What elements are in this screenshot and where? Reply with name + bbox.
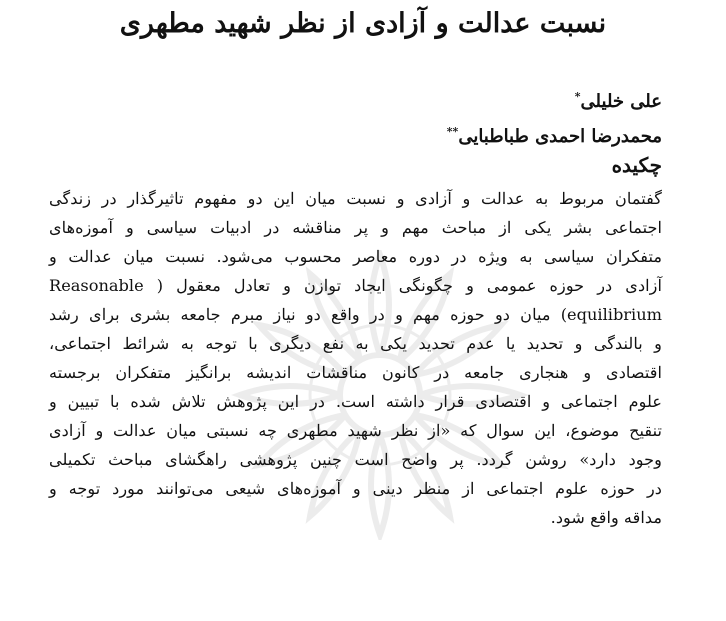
abstract-line: اقتصادی و هنجاری جامعه در کانون مناقشات اندیشه برانگیز متفکران برجسته (49, 363, 662, 382)
abstract-line: تنقیح موضوع، این سوال که «از نظر شهید مطهری چه نسبتی میان عدالت و آزادی (49, 421, 662, 440)
abstract-line: علوم اجتماعی و اقتصادی قرار داشته است. در این پژوهش تلاش شده با تبیین و (49, 392, 662, 411)
author-2 (447, 117, 662, 152)
abstract-line: و بالندگی و تحدید یا عدم تحدید یکی به نفع دیگری با توجه به شرائط اجتماعی، (49, 334, 662, 353)
author-footnote-mark: ** (446, 125, 459, 138)
paper-title: نسبت عدالت و آزادی از نظر شهید مطهری (119, 8, 607, 39)
author-name: علی خلیلی (580, 91, 662, 112)
abstract-line: equilibrium) میان دو حوزه مهم و در واقع دو نیاز مبرم جامعه بشری برای رشد (49, 305, 662, 324)
abstract-line: متفکران سیاسی به ویژه در دوره معاصر محسوب می‌شود. نسبت میان عدالت و (49, 247, 662, 266)
abstract-line: آزادی در حوزه عمومی و چگونگی ایجاد توازن و تعادل معقول ( Reasonable (49, 276, 662, 295)
abstract-line: مداقه واقع شود. (550, 508, 662, 527)
author-name: محمدرضا احمدی طباطبایی (458, 126, 662, 147)
author-1 (447, 82, 662, 117)
abstract-line: در حوزه علوم اجتماعی از منظر دینی و آموزه‌های شیعی می‌توانند مورد توجه و (49, 479, 662, 498)
abstract-line: اجتماعی بشر یکی از مباحث مهم و پر مناقشه در ادبیات سیاسی و آموزه‌های (49, 218, 662, 237)
abstract-heading: چکیده (611, 153, 662, 177)
author-list (447, 82, 662, 152)
abstract-line: گفتمان مربوط به عدالت و آزادی و نسبت میان این دو مفهوم تاثیرگذار در زندگی (49, 189, 662, 208)
abstract-body (49, 184, 662, 532)
author-footnote-mark: * (574, 90, 581, 103)
abstract-line: وجود دارد» روشن گردد. پر واضح است چنین پژوهشی راهگشای مباحث تکمیلی (49, 450, 662, 469)
